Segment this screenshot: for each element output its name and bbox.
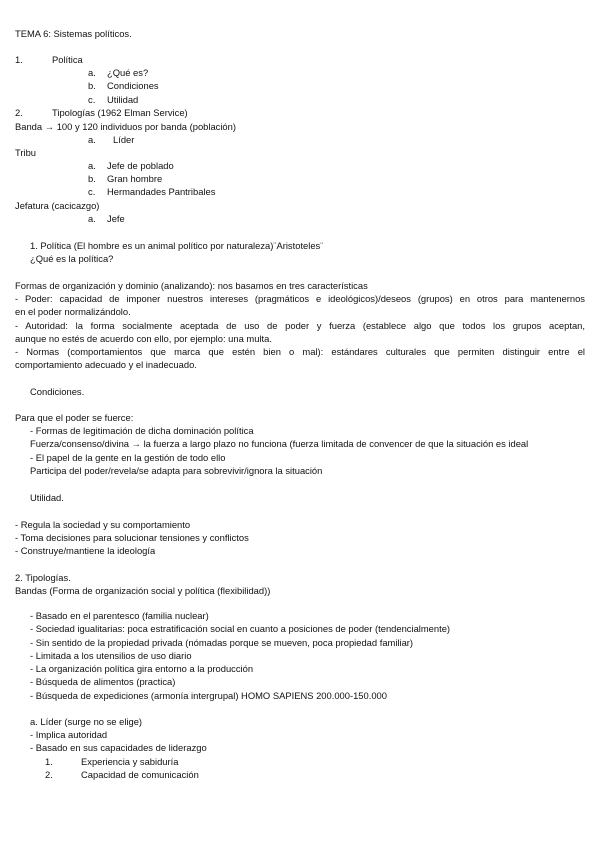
outline-sub-letter: a.: [88, 67, 96, 78]
outline-sub-text: Líder: [113, 134, 135, 145]
outline-banda: Banda → 100 y 120 individuos por banda (población): [15, 121, 236, 132]
section-heading: 2. Tipologías.: [15, 572, 71, 583]
outline-sub-text: ¿Qué es?: [107, 67, 149, 78]
bullet-continuation: comportamiento adecuado y el inadecuado.: [15, 359, 197, 370]
bullet-continuation: en el poder normalizándolo.: [15, 306, 131, 317]
lider-sub-number: 2.: [45, 769, 53, 780]
condition-line: Fuerza/consenso/divina → la fuerza a largo plazo no funciona (fuerza limitada de convencer de que la situación es ideal: [30, 438, 529, 449]
outline-sub-letter: a.: [88, 213, 96, 224]
lider-bullet: - Basado en sus capacidades de liderazgo: [30, 742, 207, 753]
outline-sub-letter: a.: [88, 134, 96, 145]
paragraph-intro: Para que el poder se fuerce:: [15, 412, 134, 423]
bandas-bullet: - Sin sentido de la propiedad privada (nómadas porque se mueven, poca propiedad familiar): [30, 637, 414, 648]
bullet-continuation: aunque no estés de acuerdo con ello, por ejemplo: una multa.: [15, 333, 272, 344]
paragraph-intro: Formas de organización y dominio (analizando): nos basamos en tres características: [15, 280, 368, 291]
bandas-bullet: - Búsqueda de expediciones (armonía intergrupal) HOMO SAPIENS 200.000-150.000: [30, 690, 387, 701]
outline-sub-text: Gran hombre: [107, 173, 163, 184]
bandas-bullet: - La organización política gira entorno a la producción: [30, 663, 254, 674]
outline-item-number: 2.: [15, 107, 23, 118]
lider-sub-text: Capacidad de comunicación: [81, 769, 199, 780]
outline-sub-letter: a.: [88, 160, 96, 171]
bullet-normas: - Normas (comportamientos que marca que estén bien o mal): estándares culturales que permiten distinguir entre el: [15, 346, 585, 357]
page-title: TEMA 6: Sistemas políticos.: [15, 28, 132, 39]
condition-line: Participa del poder/revela/se adapta para sobrevivir/ignora la situación: [30, 465, 323, 476]
subsection-heading: Utilidad.: [30, 492, 64, 503]
utilidad-bullet: - Regula la sociedad y su comportamiento: [15, 519, 191, 530]
bullet-autoridad: - Autoridad: la forma socialmente aceptada de uso de poder y fuerza (establece algo que todos los grupos aceptan,: [15, 320, 585, 331]
subsection-heading: a. Líder (surge no se elige): [30, 716, 143, 727]
lider-sub-text: Experiencia y sabiduría: [81, 756, 179, 767]
outline-sub-text: Hermandades Pantribales: [107, 186, 216, 197]
outline-sub-letter: b.: [88, 80, 96, 91]
outline-tribu: Tribu: [15, 147, 37, 158]
utilidad-bullet: - Construye/mantiene la ideología: [15, 545, 156, 556]
bandas-bullet: - Sociedad igualitarias: poca estratificación social en cuanto a posiciones de poder (tendencialmente): [30, 623, 451, 634]
bullet-poder: - Poder: capacidad de imponer nuestros intereses (pragmáticos e ideológicos)/deseos (grupos) en otros para mantenernos: [15, 293, 585, 304]
outline-sub-text: Utilidad: [107, 94, 139, 105]
outline-jefatura: Jefatura (cacicazgo): [15, 200, 100, 211]
condition-line: - Formas de legitimación de dicha dominación política: [30, 425, 254, 436]
utilidad-bullet: - Toma decisiones para solucionar tensiones y conflictos: [15, 532, 249, 543]
outline-item-label: Tipologías (1962 Elman Service): [52, 107, 188, 118]
outline-sub-text: Jefe: [107, 213, 125, 224]
outline-sub-letter: c.: [88, 94, 96, 105]
bandas-bullet: - Búsqueda de alimentos (practica): [30, 676, 176, 687]
outline-sub-text: Jefe de poblado: [107, 160, 174, 171]
lider-bullet: - Implica autoridad: [30, 729, 108, 740]
outline-item-label: Política: [52, 54, 83, 65]
condition-line: - El papel de la gente en la gestión de todo ello: [30, 452, 226, 463]
outline-sub-letter: b.: [88, 173, 96, 184]
bandas-bullet: - Limitada a los utensilios de uso diario: [30, 650, 192, 661]
lider-sub-number: 1.: [45, 756, 53, 767]
section-heading: 1. Política (El hombre es un animal político por naturaleza)¨Aristoteles¨: [30, 240, 324, 251]
subsection-heading: Condiciones.: [30, 386, 85, 397]
outline-item-number: 1.: [15, 54, 23, 65]
bandas-bullet: - Basado en el parentesco (familia nuclear): [30, 610, 209, 621]
section-subheading: Bandas (Forma de organización social y política (flexibilidad)): [15, 585, 271, 596]
outline-sub-text: Condiciones: [107, 80, 159, 91]
outline-sub-letter: c.: [88, 186, 96, 197]
section-question: ¿Qué es la política?: [30, 253, 114, 264]
